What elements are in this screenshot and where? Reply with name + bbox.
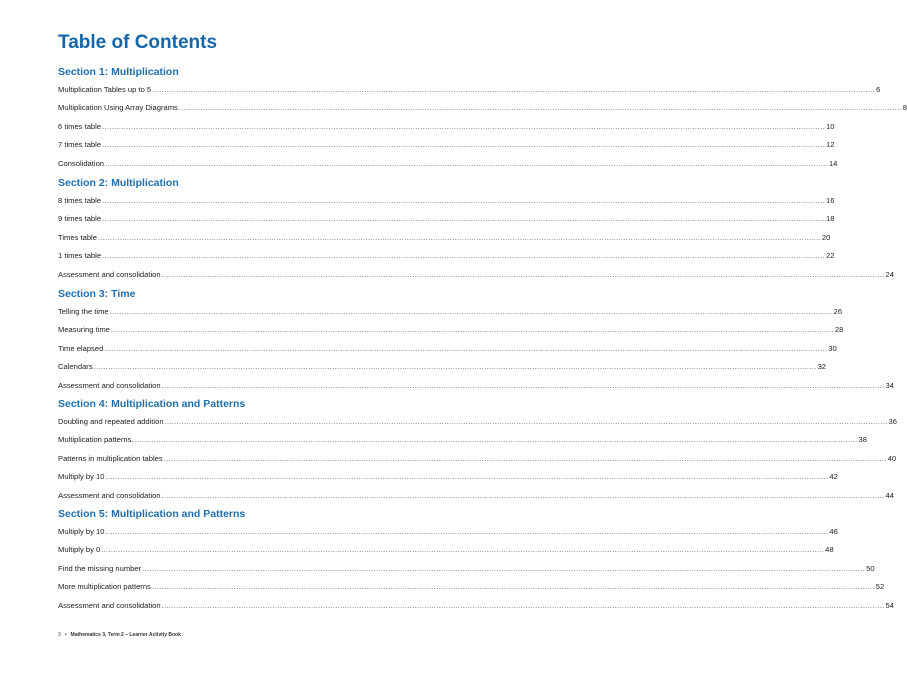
entry-page-number: 10: [826, 121, 835, 131]
entry-page-number: 32: [817, 362, 827, 372]
toc-entry[interactable]: [58, 229, 831, 247]
entry-page-number: 38: [858, 435, 867, 445]
entry-title: 9 times table: [58, 214, 102, 224]
toc-entry[interactable]: [58, 487, 894, 505]
toc-entry[interactable]: [58, 118, 835, 136]
entry-title: Doubling and repeated addition: [58, 417, 164, 426]
entry-page-number: 50: [866, 563, 875, 573]
entry-title: Multiply by 10: [58, 472, 105, 482]
footer-page-number: 3: [58, 632, 61, 638]
entry-page-number: 42: [829, 472, 838, 482]
footer-bullet: •: [64, 632, 67, 638]
dot-leader: ............................................................................................................................................................................................................................................................................................................: [109, 307, 833, 316]
entry-page-number: 12: [826, 140, 835, 150]
toc-entry[interactable]: [58, 340, 837, 358]
dot-leader: ............................................................................................................................................................................................................................................................................................................: [161, 380, 885, 390]
dot-leader: ............................................................................................................................................................................................................................................................................................................: [102, 251, 825, 261]
toc-entry[interactable]: [58, 377, 894, 395]
entry-page-number: 34: [885, 380, 894, 390]
toc-entry[interactable]: [58, 597, 894, 615]
entry-page-number: 40: [887, 453, 897, 463]
entry-page-number: 8: [902, 103, 907, 113]
dot-leader: ............................................................................................................................................................................................................................................................................................................: [102, 121, 825, 131]
dot-leader: ............................................................................................................................................................................................................................................................................................................: [104, 343, 828, 353]
entry-page-number: 6: [876, 85, 881, 94]
entry-title: Multiply by 0: [58, 545, 101, 555]
toc-entry[interactable]: [58, 560, 875, 578]
toc-entry[interactable]: [58, 136, 835, 154]
entry-title: Times table: [58, 232, 97, 242]
toc-entry[interactable]: [58, 81, 881, 99]
entry-title: 8 times table: [58, 196, 102, 205]
dot-leader: ............................................................................................................................................................................................................................................................................................................: [105, 527, 829, 536]
toc-entry[interactable]: [58, 247, 835, 265]
toc-entry[interactable]: [58, 578, 885, 596]
dot-leader: ............................................................................................................................................................................................................................................................................................................: [102, 214, 825, 224]
entry-title: Calendars: [58, 362, 93, 372]
entry-title: 7 times table: [58, 140, 102, 150]
toc-section-3: [58, 285, 894, 395]
entry-page-number: 54: [885, 600, 894, 610]
toc-entry[interactable]: [58, 99, 907, 117]
toc-entry[interactable]: [58, 523, 838, 541]
toc-entry[interactable]: [58, 303, 843, 321]
toc-section-2: [58, 174, 894, 284]
entry-page-number: 46: [829, 527, 838, 536]
entry-title: 6 times table: [58, 121, 102, 131]
entry-page-number: 48: [825, 545, 834, 555]
toc-entry[interactable]: [58, 468, 838, 486]
dot-leader: ............................................................................................................................................................................................................................................................................................................: [161, 490, 885, 500]
toc-section-1: [58, 63, 907, 173]
dot-leader: ............................................................................................................................................................................................................................................................................................................: [152, 85, 876, 94]
dot-leader: ............................................................................................................................................................................................................................................................................................................: [161, 269, 885, 279]
page-footer: [58, 632, 181, 638]
entry-title: Assessment and consolidation: [58, 600, 161, 610]
page-title: Table of Contents: [58, 32, 218, 53]
toc-entry[interactable]: [58, 541, 834, 559]
entry-title: Assessment and consolidation: [58, 490, 161, 500]
toc-entry[interactable]: [58, 358, 827, 376]
section-heading: Section 2: Multiplication: [58, 177, 179, 189]
entry-page-number: 16: [826, 196, 835, 205]
dot-leader: ............................................................................................................................................................................................................................................................................................................: [97, 232, 821, 242]
toc-entry[interactable]: [58, 155, 838, 173]
entry-page-number: 44: [885, 490, 894, 500]
entry-page-number: 30: [828, 343, 837, 353]
entry-page-number: 26: [833, 307, 843, 316]
entry-title: Assessment and consolidation: [58, 380, 161, 390]
entry-title: Telling the time: [58, 307, 109, 316]
entry-title: Multiply by 10: [58, 527, 105, 536]
entry-title: More multiplication patterns: [58, 582, 151, 592]
dot-leader: ............................................................................................................................................................................................................................................................................................................: [102, 196, 825, 205]
entry-page-number: 52: [875, 582, 885, 592]
entry-title: Consolidation: [58, 158, 105, 168]
dot-leader: ............................................................................................................................................................................................................................................................................................................: [134, 435, 858, 445]
entry-title: 1 times table: [58, 251, 102, 261]
entry-page-number: 36: [888, 417, 897, 426]
toc-entry[interactable]: [58, 266, 894, 284]
entry-title: Multiplication Tables up to 5: [58, 85, 152, 94]
toc-entry[interactable]: [58, 431, 867, 449]
section-heading: Section 1: Multiplication: [58, 66, 179, 78]
section-heading: Section 4: Multiplication and Patterns: [58, 398, 246, 410]
toc-entry[interactable]: [58, 321, 844, 339]
toc-entry[interactable]: [58, 413, 897, 431]
footer-book-title: Mathematics 3, Term 2 – Learner Activity Book: [70, 632, 181, 638]
dot-leader: ............................................................................................................................................................................................................................................................................................................: [101, 545, 825, 555]
entry-title: Find the missing number: [58, 563, 142, 573]
dot-leader: ............................................................................................................................................................................................................................................................................................................: [164, 417, 888, 426]
toc-section-5: [58, 505, 894, 615]
dot-leader: ............................................................................................................................................................................................................................................................................................................: [163, 453, 887, 463]
dot-leader: ............................................................................................................................................................................................................................................................................................................: [110, 325, 834, 335]
dot-leader: ............................................................................................................................................................................................................................................................................................................: [102, 140, 825, 150]
entry-title: Patterns in multiplication tables: [58, 453, 163, 463]
dot-leader: ............................................................................................................................................................................................................................................................................................................: [178, 103, 902, 113]
toc-section-4: [58, 395, 897, 505]
dot-leader: ............................................................................................................................................................................................................................................................................................................: [105, 158, 828, 168]
toc-entry[interactable]: [58, 210, 835, 228]
entry-title: Assessment and consolidation: [58, 269, 161, 279]
dot-leader: ............................................................................................................................................................................................................................................................................................................: [151, 582, 875, 592]
section-heading: Section 3: Time: [58, 288, 136, 300]
entry-title: Multiplication patterns.: [58, 435, 134, 445]
entry-page-number: 22: [826, 251, 835, 261]
section-heading: Section 5: Multiplication and Patterns: [58, 508, 246, 520]
entry-title: Measuring time: [58, 325, 110, 335]
dot-leader: ............................................................................................................................................................................................................................................................................................................: [105, 472, 829, 482]
dot-leader: ............................................................................................................................................................................................................................................................................................................: [161, 600, 885, 610]
toc-entry[interactable]: [58, 192, 835, 210]
entry-page-number: 14: [828, 158, 838, 168]
entry-page-number: 24: [885, 269, 894, 279]
dot-leader: ............................................................................................................................................................................................................................................................................................................: [142, 563, 866, 573]
dot-leader: ............................................................................................................................................................................................................................................................................................................: [93, 362, 817, 372]
entry-page-number: 18: [826, 214, 835, 224]
entry-page-number: 20: [821, 232, 831, 242]
entry-title: Multiplication Using Array Diagrams: [58, 103, 178, 113]
entry-page-number: 28: [834, 325, 844, 335]
entry-title: Time elapsed: [58, 343, 104, 353]
toc-entry[interactable]: [58, 450, 897, 468]
